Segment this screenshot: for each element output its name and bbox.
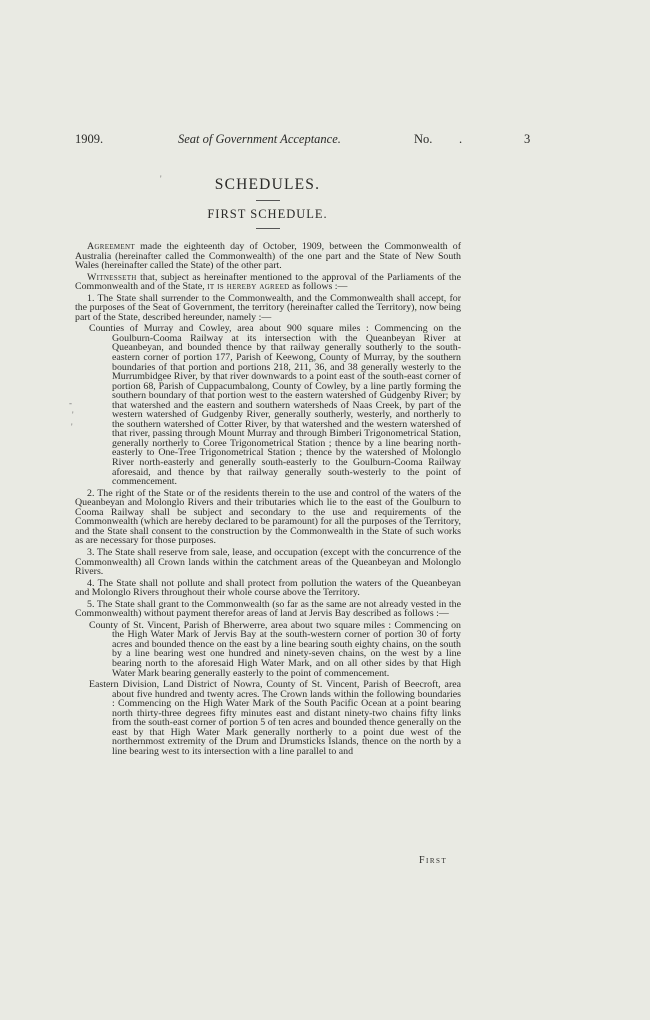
witnesseth-end: as follows :— bbox=[289, 281, 348, 293]
first-schedule-heading: FIRST SCHEDULE. bbox=[207, 207, 328, 221]
margin-mark: ' bbox=[160, 174, 162, 184]
subheading-rule bbox=[256, 228, 280, 229]
counties-description: Counties of Murray and Cowley, area about 900 square miles : Commencing on the Goulburn-Cooma Railway at its intersection with the Queanbeyan River at Queanbeyan, and bounded thence by that railway generally southerly to the south-eastern corner of portion 177, Parish of Keewong, County of Murray, by the southern boundaries of that portion and portions 218, 211, 36, and 38 generally westerly to the Murrumbidgee River, by that river downwards to a point east of the south-east corner of portion 68, Parish of Cuppacumbalong, County of Cowley, by a line partly forming the southern boundary of that portion west to the eastern watershed of Gudgenby River; by that watershed and the eastern and southern watersheds of Naas Creek, by part of the western watershed of Gudgenby River, generally southerly, westerly, and northerly to the southern watershed of Cotter River, by that watershed and the western watershed of that river, passing through Mount Murray and through Bimberi Trigonometrical Station, generally northerly to Coree Trigonometrical Station ; thence by a line bearing north-easterly to One-Tree Trigonometrical Station ; thence by the watershed of Molonglo River north-easterly and generally south-easterly to the Goulburn-Cooma Railway aforesaid, and thence by that railway generally south-westerly to the point of commencement. bbox=[89, 323, 461, 488]
schedule-body bbox=[75, 242, 461, 758]
agreement-paragraph bbox=[75, 242, 461, 271]
st-vincent-description: County of St. Vincent, Parish of Bherwerre, area about two square miles : Commencing on the High Water Mark of Jervis Bay at the south-western corner of portion 30 of forty acres and bounded thence on the east by a line bearing south eighty chains, on the south by a line bearing west one hundred and ninety-seven chains, on the west by a line bearing north to the aforesaid High Water Mark, and on all other sides by that High Water Mark bearing generally easterly to the point of commencement. bbox=[89, 619, 461, 679]
margin-mark: ' bbox=[71, 422, 73, 432]
clause-5: 5. The State shall grant to the Commonwealth (so far as the same are not already vested in the Commonwealth) without payment therefor areas of land at Jervis Bay described as follows :— bbox=[75, 598, 461, 620]
page-number: 3 bbox=[524, 132, 531, 146]
clause-1: 1. The State shall surrender to the Commonwealth, and the Commonwealth shall accept, for the purposes of the Seat of Government, the territory (hereinafter called the Territory), now being part of the State, described hereunder, namely :— bbox=[75, 292, 461, 323]
clause-2: 2. The right of the State or of the residents therein to the use and control of the waters of the Queanbeyan and Molonglo Rivers and their tributaries which lie to the east of the Goulburn to Cooma Railway shall be subject and secondary to the use and requirements of the Commonwealth (which are hereby declared to be paramount) for all the purposes of the Territory, and the State shall consent to the construction by the Commonwealth in the State of such works as are necessary for those purposes. bbox=[75, 487, 461, 547]
agreement-text: made the eighteenth day of October, 1909, between the Commonwealth of Australia (hereinafter called the Commonwealth) of the one part and the State of New South Wales (hereinafter called the State) of the other part. bbox=[75, 241, 461, 272]
agreement-lead: Agreement bbox=[87, 241, 135, 252]
margin-mark: - bbox=[69, 398, 72, 408]
witnesseth-lead: Witnesseth bbox=[87, 271, 137, 283]
margin-mark: ' bbox=[72, 410, 74, 420]
schedules-heading: SCHEDULES. bbox=[214, 176, 321, 193]
catchword: First bbox=[419, 855, 448, 866]
clause-4: 4. The State shall not pollute and shall protect from pollution the waters of the Queanbeyan and Molonglo Rivers throughout their whole course above the Territory. bbox=[75, 577, 461, 599]
witnesseth-paragraph bbox=[75, 273, 461, 292]
clause-3: 3. The State shall reserve from sale, lease, and occupation (except with the concurrence of the Commonwealth) all Crown lands within the catchment areas of the Queanbeyan and Molonglo Rivers. bbox=[75, 546, 461, 578]
witnesseth-small-caps: it is hereby agreed bbox=[207, 281, 290, 293]
header-act-no: No. bbox=[414, 132, 433, 146]
header-dot-mark: . bbox=[459, 132, 463, 146]
header-title: Seat of Government Acceptance. bbox=[178, 132, 341, 146]
header-year: 1909. bbox=[75, 132, 104, 146]
heading-rule bbox=[256, 200, 280, 201]
witnesseth-text: that, subject as hereinafter mentioned to the approval of the Parliaments of the Commonwealth and of the State, bbox=[75, 271, 461, 293]
eastern-division-description: Eastern Division, Land District of Nowra, County of St. Vincent, Parish of Beecroft, area about five hundred and twenty acres. The Crown lands within the following boundaries : Commencing on the High Water Mark of the South Pacific Ocean at a point bearing north thirty-three degrees fifty minutes east and distant ninety-two chains fifty links from the south-east corner of portion 5 of ten acres and bounded thence generally on the east by that High Water Mark generally northerly to a point due west of the northernmost extremity of the Drum and Drumsticks Islands, thence on the north by a line bearing west to its intersection with a line parallel to and bbox=[89, 679, 461, 757]
